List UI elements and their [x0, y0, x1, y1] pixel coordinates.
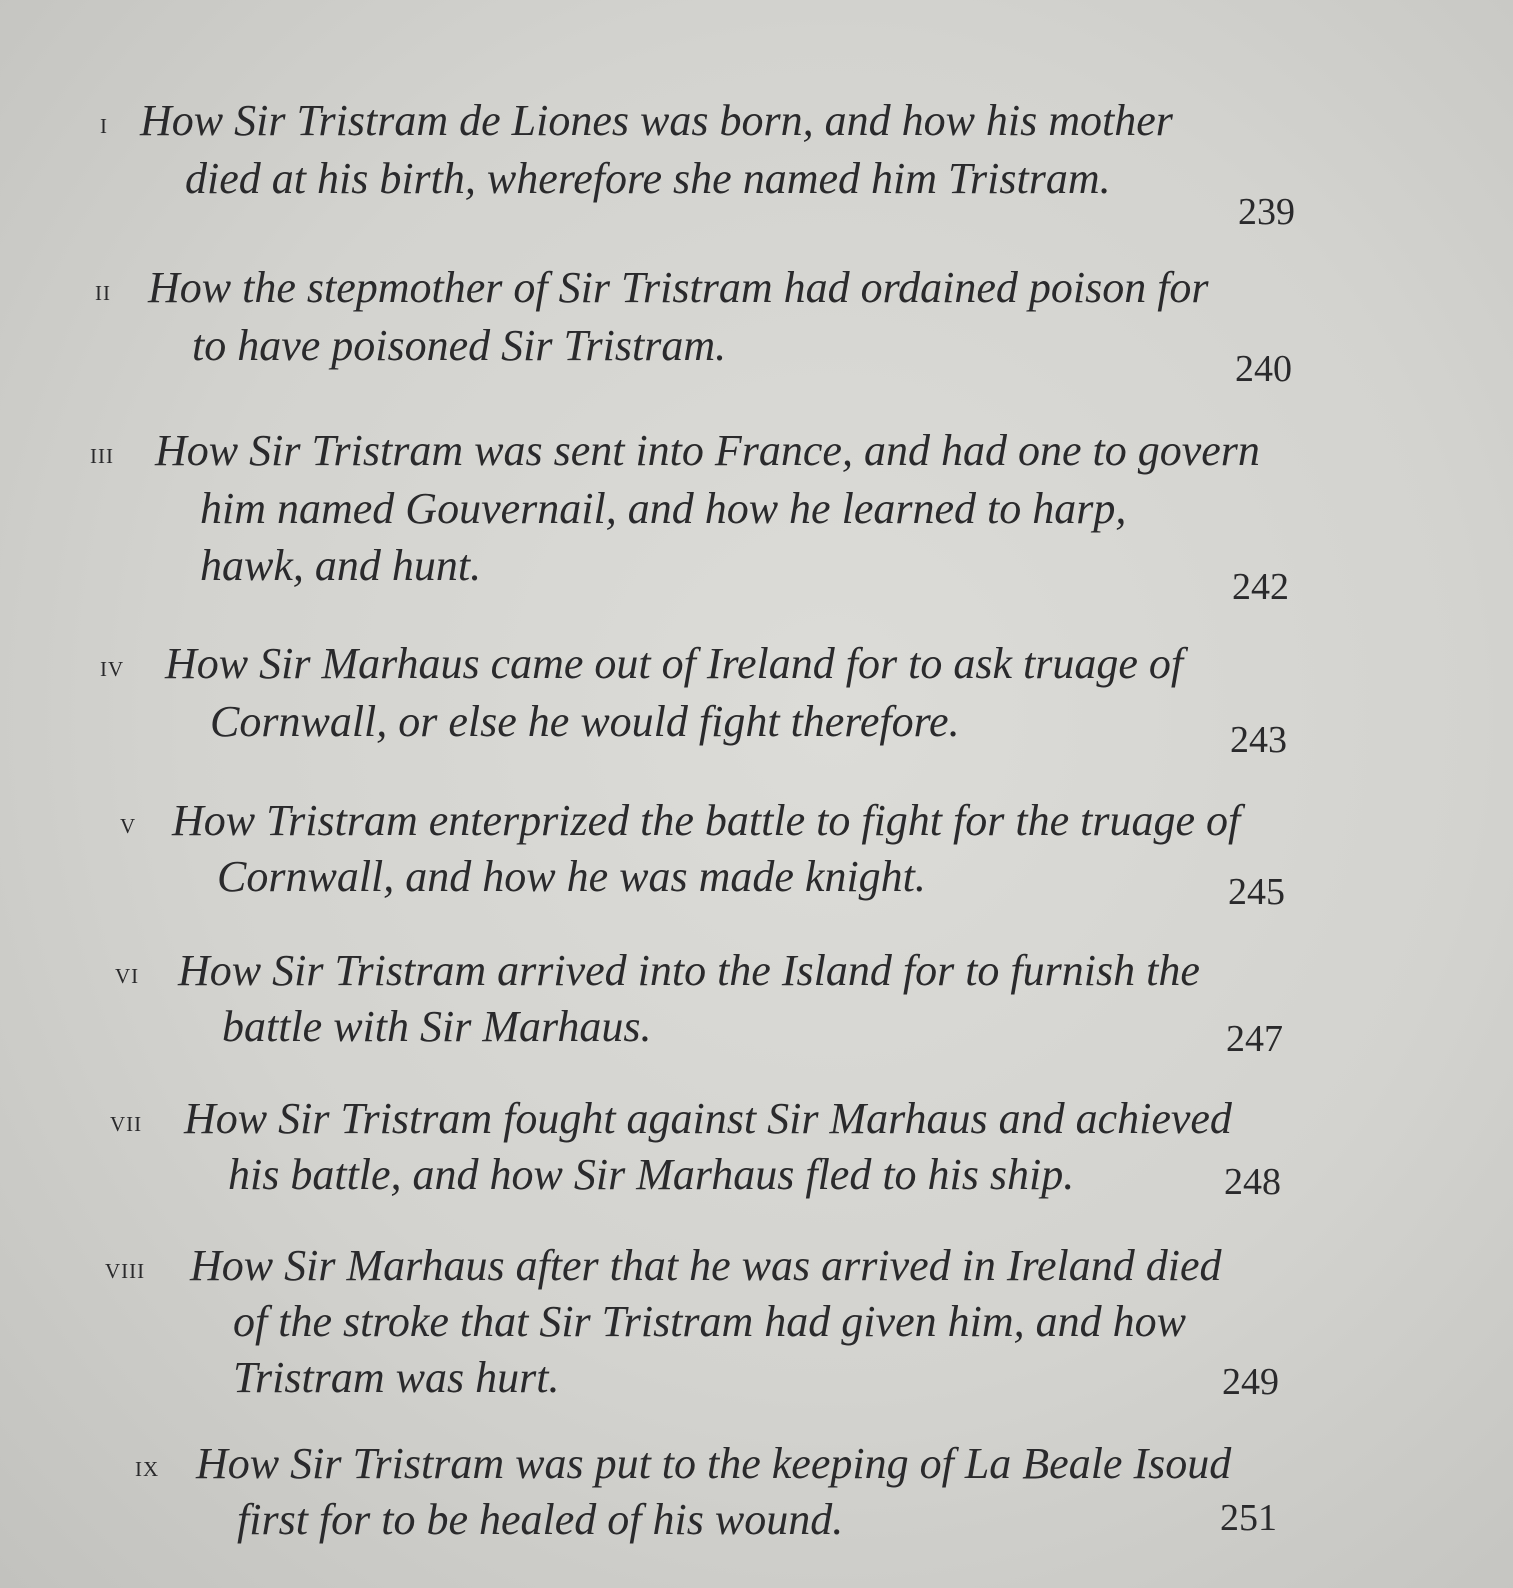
page-number: 243 — [1230, 719, 1287, 761]
page-number: 251 — [1220, 1497, 1277, 1539]
chapter-title-line: How Sir Tristram de Liones was born, and how his mother — [140, 96, 1173, 145]
chapter-title-line: How Sir Tristram arrived into the Island for to furnish the — [178, 946, 1200, 995]
page-number: 247 — [1226, 1018, 1283, 1060]
chapter-title-line: his battle, and how Sir Marhaus fled to his ship. — [228, 1150, 1075, 1199]
chapter-title-line: him named Gouvernail, and how he learned to harp, — [200, 484, 1127, 533]
chapter-numeral: vii — [110, 1105, 143, 1138]
chapter-title-line: Cornwall, and how he was made knight. — [217, 852, 926, 901]
chapter-numeral: viii — [105, 1252, 146, 1285]
chapter-title-line: How Sir Tristram fought against Sir Marhaus and achieved — [184, 1094, 1232, 1143]
chapter-title-line: battle with Sir Marhaus. — [222, 1002, 652, 1051]
chapter-title-line: How Sir Marhaus came out of Ireland for to ask truage of — [165, 639, 1184, 688]
chapter-title-line: Cornwall, or else he would fight therefore. — [210, 697, 960, 746]
page-number: 249 — [1222, 1361, 1279, 1403]
chapter-title-line: to have poisoned Sir Tristram. — [192, 321, 727, 370]
chapter-numeral: iii — [90, 437, 114, 470]
page-number: 242 — [1232, 566, 1289, 608]
page-number: 248 — [1224, 1161, 1281, 1203]
chapter-numeral: vi — [115, 957, 140, 990]
chapter-title-line: How Tristram enterprized the battle to fight for the truage of — [172, 796, 1241, 845]
page-number: 240 — [1235, 348, 1292, 390]
page-number: 239 — [1238, 191, 1295, 233]
chapter-title-line: How Sir Tristram was put to the keeping of La Beale Isoud — [196, 1439, 1232, 1488]
chapter-title-line: first for to be healed of his wound. — [237, 1495, 844, 1544]
chapter-title-line: How Sir Marhaus after that he was arrived in Ireland died — [190, 1241, 1222, 1290]
chapter-title-line: hawk, and hunt. — [200, 541, 482, 590]
chapter-numeral: ix — [135, 1450, 160, 1483]
chapter-title-line: of the stroke that Sir Tristram had given him, and how — [233, 1297, 1186, 1346]
chapter-title-line: Tristram was hurt. — [233, 1353, 560, 1402]
chapter-title-line: died at his birth, wherefore she named him Tristram. — [185, 154, 1111, 203]
chapter-numeral: i — [100, 107, 108, 140]
page-number: 245 — [1228, 871, 1285, 913]
chapter-title-line: How Sir Tristram was sent into France, and had one to govern — [155, 426, 1260, 475]
chapter-numeral: ii — [95, 274, 111, 307]
chapter-numeral: v — [120, 807, 137, 840]
chapter-title-line: How the stepmother of Sir Tristram had ordained poison for — [148, 263, 1209, 312]
chapter-numeral: iv — [100, 650, 125, 683]
